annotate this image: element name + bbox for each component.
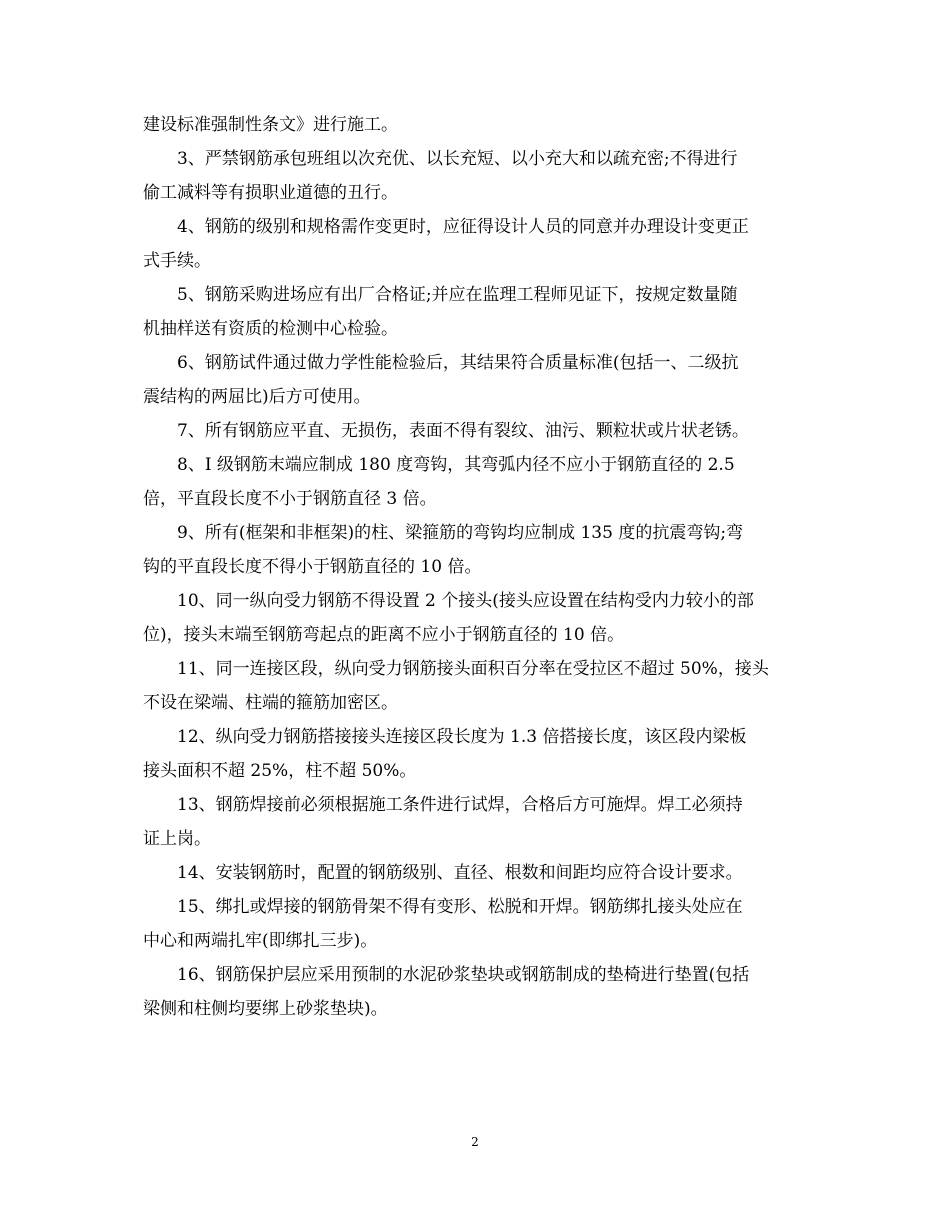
text-line: 梁侧和柱侧均要绑上砂浆垫块)。 — [143, 999, 388, 1019]
text-line: 10、同一纵向受力钢筋不得设置 2 个接头(接头应设置在结构受内力较小的部 — [177, 591, 754, 611]
text-line: 6、钢筋试件通过做力学性能检验后，其结果符合质量标准(包括一、二级抗 — [177, 353, 739, 373]
text-line: 震结构的两屈比)后方可使用。 — [143, 387, 371, 407]
text-line: 16、钢筋保护层应采用预制的水泥砂浆垫块或钢筋制成的垫椅进行垫置(包括 — [177, 965, 750, 985]
page-number: 2 — [471, 1135, 479, 1149]
text-line: 8、I 级钢筋末端应制成 180 度弯钩，其弯弧内径不应小于钢筋直径的 2.5 — [177, 455, 735, 475]
text-line: 不设在梁端、柱端的箍筋加密区。 — [143, 693, 398, 713]
text-line: 3、严禁钢筋承包班组以次充优、以长充短、以小充大和以疏充密;不得进行 — [177, 149, 738, 169]
text-line: 4、钢筋的级别和规格需作变更时，应征得设计人员的同意并办理设计变更正 — [177, 217, 749, 237]
text-line: 13、钢筋焊接前必须根据施工条件进行试焊，合格后方可施焊。焊工必须持 — [177, 795, 743, 815]
text-line: 机抽样送有资质的检测中心检验。 — [143, 319, 398, 339]
text-line: 9、所有(框架和非框架)的柱、梁箍筋的弯钩均应制成 135 度的抗震弯钩;弯 — [177, 523, 744, 543]
text-line: 证上岗。 — [143, 829, 211, 849]
text-line: 建设标准强制性条文》进行施工。 — [143, 115, 398, 135]
text-line: 偷工减料等有损职业道德的丑行。 — [143, 183, 398, 203]
document-body — [143, 113, 808, 1031]
text-line: 钩的平直段长度不得小于钢筋直径的 10 倍。 — [143, 557, 482, 577]
text-line: 15、绑扎或焊接的钢筋骨架不得有变形、松脱和开焊。钢筋绑扎接头处应在 — [177, 897, 743, 917]
text-line: 倍，平直段长度不小于钢筋直径 3 倍。 — [143, 489, 437, 509]
text-line: 7、所有钢筋应平直、无损伤，表面不得有裂纹、油污、颗粒状或片状老锈。 — [177, 421, 749, 441]
text-line: 11、同一连接区段，纵向受力钢筋接头面积百分率在受拉区不超过 50%，接头 — [177, 659, 769, 679]
text-line: 12、纵向受力钢筋搭接接头连接区段长度为 1.3 倍搭接长度，该区段内梁板 — [177, 727, 747, 747]
text-line: 接头面积不超 25%，柱不超 50%。 — [143, 761, 417, 781]
text-line: 位)，接头末端至钢筋弯起点的距离不应小于钢筋直径的 10 倍。 — [143, 625, 625, 645]
text-line: 式手续。 — [143, 251, 211, 271]
text-line: 5、钢筋采购进场应有出厂合格证;并应在监理工程师见证下，按规定数量随 — [177, 285, 738, 305]
text-line: 中心和两端扎牢(即绑扎三步)。 — [143, 931, 378, 951]
text-line: 14、安装钢筋时，配置的钢筋级别、直径、根数和间距均应符合设计要求。 — [177, 863, 743, 883]
